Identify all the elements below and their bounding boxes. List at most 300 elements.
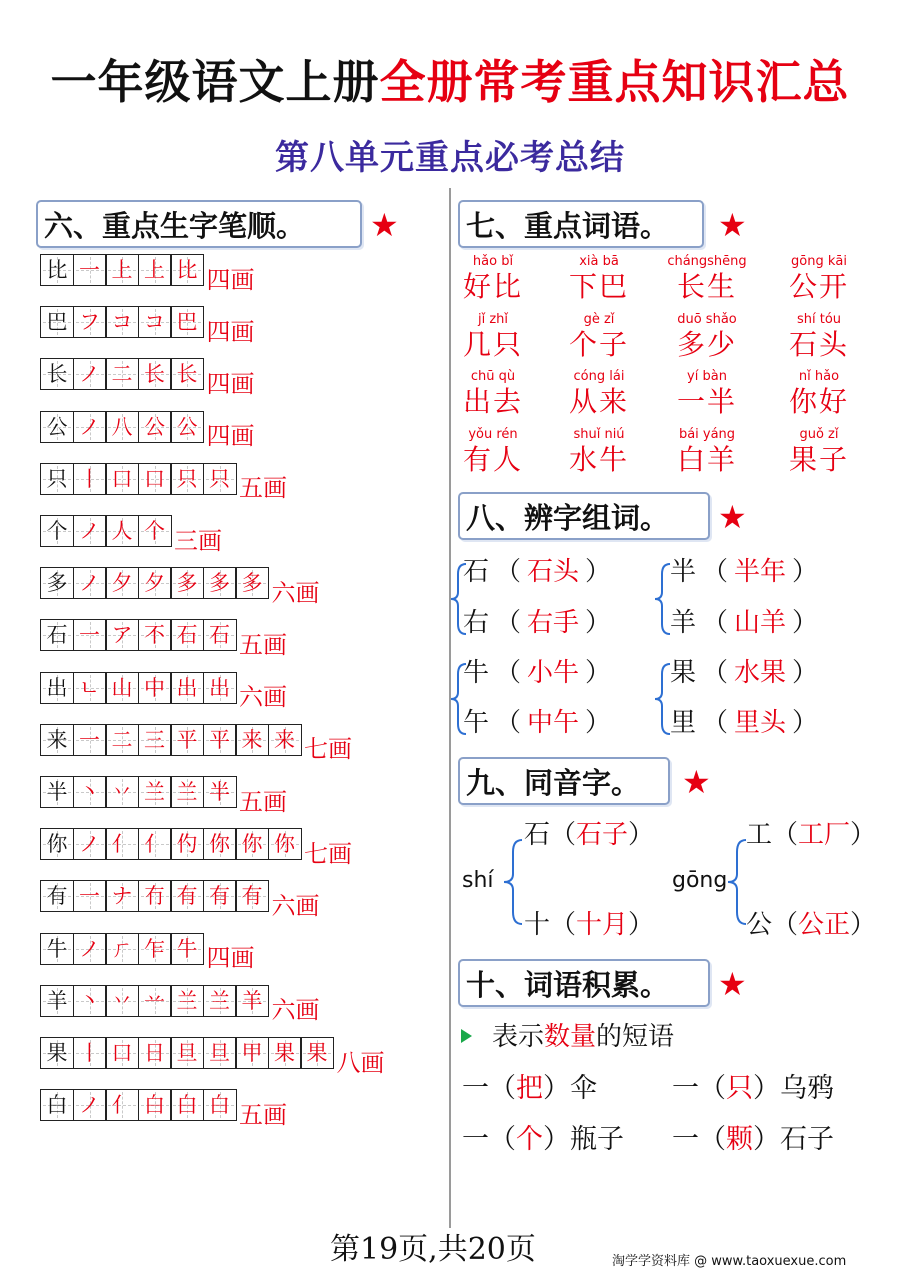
stroke-cell xyxy=(203,1037,237,1069)
pair-item xyxy=(670,606,824,640)
stroke-cell xyxy=(105,1089,139,1121)
stroke-glyph: 牛 xyxy=(176,936,198,961)
char-cell xyxy=(40,1037,74,1069)
stroke-cell xyxy=(170,672,204,704)
stroke-glyph: 三 xyxy=(144,727,165,752)
homophone-pinyin: gōng xyxy=(672,868,728,893)
vocab-pinyin: jǐ zhǐ xyxy=(477,311,509,327)
paren: ） xyxy=(585,608,612,638)
paren: （ xyxy=(699,1073,726,1104)
char-glyph: 你 xyxy=(46,832,68,857)
phrase-pre: 一 xyxy=(672,1073,699,1104)
stroke-glyph: 有 xyxy=(241,884,263,909)
stroke-glyph: フ xyxy=(79,310,100,335)
stroke-cell xyxy=(170,933,204,965)
stroke-cell xyxy=(73,776,107,808)
char-cell xyxy=(40,254,74,286)
stroke-count: 七画 xyxy=(304,839,352,868)
paren: ） xyxy=(850,820,877,850)
stroke-cell xyxy=(73,724,107,756)
stroke-cell xyxy=(170,463,204,495)
stroke-glyph: ㄏ xyxy=(111,936,133,961)
stroke-cell xyxy=(138,463,172,495)
stroke-cell xyxy=(235,567,269,599)
stroke-cell xyxy=(73,254,107,286)
stroke-cell xyxy=(170,776,204,808)
stroke-glyph: 夕 xyxy=(111,571,133,596)
pair-char: 半 xyxy=(670,557,697,587)
vocab-hanzi: 你好 xyxy=(788,385,849,418)
watermark: 淘学学资料库 @ www.taoxuexue.com xyxy=(612,1254,847,1269)
stroke-glyph: 日 xyxy=(144,1041,165,1065)
char-glyph: 比 xyxy=(46,258,68,282)
paren: （ xyxy=(489,1124,516,1155)
stroke-cell xyxy=(73,619,107,651)
stroke-glyph: 中 xyxy=(144,675,165,700)
paren: （ xyxy=(772,820,799,850)
star-icon: ★ xyxy=(370,206,399,244)
stroke-glyph: ノ xyxy=(79,936,100,961)
vocab-word xyxy=(544,427,654,477)
homophone-answer: 工厂 xyxy=(798,820,851,850)
vocab-word xyxy=(544,369,654,419)
stroke-cell xyxy=(203,776,237,808)
stroke-cell xyxy=(138,1037,172,1069)
label-text: 的短语 xyxy=(596,1022,675,1052)
stroke-glyph: ㄴ xyxy=(79,675,100,700)
stroke-order-row xyxy=(40,724,352,764)
stroke-count: 五画 xyxy=(239,787,287,816)
stroke-cell xyxy=(300,1037,334,1069)
stroke-glyph: 丶 xyxy=(79,780,100,804)
char-cell xyxy=(40,985,74,1017)
vocab-pinyin: yí bàn xyxy=(687,369,727,384)
stroke-glyph: 白 xyxy=(209,1093,230,1118)
homophone-pinyin: shí xyxy=(462,868,494,893)
pair-char: 右 xyxy=(463,608,490,638)
stroke-cell xyxy=(73,828,107,860)
stroke-cell xyxy=(105,358,139,390)
char-cell xyxy=(40,619,74,651)
paren: ） xyxy=(792,608,819,638)
char-cell xyxy=(40,880,74,912)
stroke-glyph: 二 xyxy=(111,727,133,752)
star-icon: ★ xyxy=(718,965,747,1003)
stroke-cell xyxy=(105,619,139,651)
stroke-glyph: 半 xyxy=(209,780,230,804)
vocab-hanzi: 公开 xyxy=(788,270,849,303)
stroke-cell xyxy=(105,724,139,756)
stroke-glyph: 一 xyxy=(79,623,100,648)
char-cell xyxy=(40,776,74,808)
vocab-pinyin: yǒu rén xyxy=(468,426,518,442)
stroke-cell xyxy=(73,411,107,443)
vocab-pinyin: guǒ zǐ xyxy=(799,426,839,442)
vocab-pinyin: gè zǐ xyxy=(583,311,615,327)
homophone-item xyxy=(746,908,876,942)
stroke-glyph: 上 xyxy=(111,258,133,282)
stroke-cell xyxy=(138,515,172,547)
stroke-cell xyxy=(105,567,139,599)
stroke-cell xyxy=(138,672,172,704)
stroke-glyph: 亻 xyxy=(111,1093,133,1118)
stroke-count: 四画 xyxy=(206,422,255,451)
vocab-pinyin: cóng lái xyxy=(573,369,625,384)
phrase-pre: 一 xyxy=(462,1073,489,1104)
paren: ） xyxy=(585,557,612,587)
star-icon: ★ xyxy=(682,763,711,801)
stroke-count: 六画 xyxy=(271,891,320,920)
section9-heading: 九、同音字。 xyxy=(458,757,670,805)
section8-heading: 八、辨字组词。 xyxy=(458,492,710,540)
pair-item xyxy=(463,656,617,690)
phrase-item xyxy=(672,1071,834,1107)
vocab-word xyxy=(652,312,762,362)
homophone-item xyxy=(524,818,654,852)
char-cell xyxy=(40,1089,74,1121)
vocab-hanzi: 石头 xyxy=(788,327,849,361)
vocab-pinyin: shuǐ niú xyxy=(573,426,625,442)
stroke-cell xyxy=(105,411,139,443)
paren: （ xyxy=(772,910,799,940)
stroke-glyph: 来 xyxy=(274,727,295,752)
vocab-pinyin: shí tóu xyxy=(796,311,842,327)
section6-heading: 六、重点生字笔顺。 xyxy=(36,200,362,248)
stroke-cell xyxy=(170,619,204,651)
stroke-cell xyxy=(138,358,172,390)
stroke-cell xyxy=(170,828,204,860)
vocab-pinyin: duō shǎo xyxy=(677,311,737,327)
stroke-cell xyxy=(170,411,204,443)
paren: ） xyxy=(628,820,655,850)
stroke-cell xyxy=(268,724,302,756)
char-glyph: 果 xyxy=(46,1041,68,1065)
stroke-cell xyxy=(138,254,172,286)
stroke-cell xyxy=(105,463,139,495)
vocab-hanzi: 从来 xyxy=(568,385,629,418)
stroke-glyph: 二 xyxy=(111,362,133,387)
stroke-glyph: 你 xyxy=(209,832,230,857)
vocab-word xyxy=(544,254,654,304)
vocab-word xyxy=(438,312,548,362)
stroke-cell xyxy=(138,306,172,338)
vocab-hanzi: 水牛 xyxy=(568,442,629,476)
vocab-pinyin: chángshēng xyxy=(667,254,747,269)
stroke-glyph: 多 xyxy=(241,571,263,596)
vocab-pinyin: chū qù xyxy=(470,369,516,384)
stroke-count: 三画 xyxy=(174,526,222,555)
stroke-count: 六画 xyxy=(271,578,320,607)
vocab-word xyxy=(438,369,548,419)
stroke-count: 五画 xyxy=(239,1100,287,1129)
char-cell xyxy=(40,411,74,443)
paren: （ xyxy=(495,708,522,738)
homophone-char: 工 xyxy=(746,820,773,850)
vocab-hanzi: 多少 xyxy=(676,327,737,361)
paren: （ xyxy=(495,608,522,638)
paren: ） xyxy=(850,910,877,940)
pair-item xyxy=(670,656,824,690)
char-cell xyxy=(40,933,74,965)
stroke-cell xyxy=(268,828,302,860)
pair-answer: 小牛 xyxy=(527,658,580,688)
stroke-order-row xyxy=(40,619,287,659)
stroke-glyph: 果 xyxy=(306,1041,328,1065)
stroke-count: 六画 xyxy=(271,996,320,1025)
star-icon: ★ xyxy=(718,498,747,536)
stroke-cell xyxy=(138,933,172,965)
vocab-pinyin: gōng kāi xyxy=(791,254,847,269)
stroke-count: 四画 xyxy=(206,265,255,294)
stroke-glyph: 平 xyxy=(176,727,198,752)
stroke-glyph: 乍 xyxy=(144,936,165,961)
vocab-pinyin: xià bā xyxy=(579,254,619,269)
phrase-post: 石子 xyxy=(780,1124,834,1155)
stroke-cell xyxy=(105,254,139,286)
pair-char: 里 xyxy=(670,708,697,738)
char-cell xyxy=(40,828,74,860)
phrase-answer: 颗 xyxy=(726,1124,753,1155)
stroke-cell xyxy=(203,567,237,599)
stroke-cell xyxy=(235,724,269,756)
char-glyph: 半 xyxy=(46,780,68,804)
stroke-order-row xyxy=(40,985,320,1025)
vocab-word xyxy=(652,427,762,477)
char-cell xyxy=(40,306,74,338)
char-glyph: 多 xyxy=(46,571,68,596)
pair-answer: 山羊 xyxy=(734,608,787,638)
title-black: 一年级语文上册 xyxy=(50,55,380,109)
stroke-cell xyxy=(203,1089,237,1121)
stroke-order-row xyxy=(40,358,255,398)
stroke-glyph: 兰 xyxy=(209,988,230,1013)
vocab-word xyxy=(544,312,654,362)
char-glyph: 白 xyxy=(46,1093,68,1118)
phrase-post: 瓶子 xyxy=(570,1124,624,1155)
stroke-cell xyxy=(73,933,107,965)
pair-char: 牛 xyxy=(463,658,490,688)
stroke-glyph: 公 xyxy=(144,414,165,439)
star-icon: ★ xyxy=(718,206,747,244)
stroke-order-row xyxy=(40,776,287,816)
section10-heading: 十、词语积累。 xyxy=(458,959,710,1007)
page-subtitle: 第八单元重点必考总结 xyxy=(275,138,625,178)
vocab-hanzi: 白羊 xyxy=(676,442,737,476)
phrase-pre: 一 xyxy=(672,1124,699,1155)
stroke-cell xyxy=(235,1037,269,1069)
stroke-cell xyxy=(170,1089,204,1121)
vocab-hanzi: 出去 xyxy=(462,385,523,418)
stroke-cell xyxy=(73,515,107,547)
stroke-glyph: 巴 xyxy=(176,310,198,335)
homophone-answer: 公正 xyxy=(798,910,851,940)
stroke-cell xyxy=(170,1037,204,1069)
stroke-cell xyxy=(105,776,139,808)
pair-item xyxy=(463,606,617,640)
paren: （ xyxy=(702,658,729,688)
stroke-cell xyxy=(138,985,172,1017)
stroke-glyph: 亻 xyxy=(111,832,133,857)
phrase-post: 乌鸦 xyxy=(780,1073,834,1104)
vocab-hanzi: 好比 xyxy=(462,270,523,303)
stroke-glyph: 长 xyxy=(176,362,198,387)
stroke-cell xyxy=(105,672,139,704)
stroke-glyph: 出 xyxy=(209,675,230,700)
stroke-glyph: ア xyxy=(111,623,133,648)
stroke-glyph: ノ xyxy=(79,414,100,439)
vocab-word xyxy=(764,254,874,304)
stroke-glyph: ノ xyxy=(79,362,100,387)
vocab-hanzi: 几只 xyxy=(462,327,523,361)
homophone-item xyxy=(524,908,654,942)
char-glyph: 公 xyxy=(46,414,68,439)
pair-char: 果 xyxy=(670,658,697,688)
vocab-word xyxy=(438,254,548,304)
stroke-glyph: 一 xyxy=(79,884,100,909)
paren: （ xyxy=(550,820,577,850)
vocab-pinyin: hǎo bǐ xyxy=(472,254,514,269)
pair-answer: 右手 xyxy=(527,608,580,638)
vocab-pinyin: bái yáng xyxy=(678,426,736,442)
stroke-count: 四画 xyxy=(206,317,255,346)
phrase-answer: 把 xyxy=(516,1073,543,1104)
page-number: 第19页,共20页 xyxy=(330,1232,536,1267)
pair-answer: 中午 xyxy=(527,708,580,738)
stroke-cell xyxy=(138,724,172,756)
section7-heading: 七、重点词语。 xyxy=(458,200,704,248)
stroke-order-row xyxy=(40,933,255,973)
stroke-glyph: 兰 xyxy=(176,988,198,1013)
stroke-glyph: コ xyxy=(144,310,165,335)
char-cell xyxy=(40,463,74,495)
pair-item xyxy=(463,555,617,589)
char-cell xyxy=(40,358,74,390)
stroke-count: 六画 xyxy=(239,683,287,712)
stroke-glyph: 口 xyxy=(111,466,133,491)
stroke-cell xyxy=(203,463,237,495)
stroke-glyph: 冇 xyxy=(144,884,165,909)
stroke-glyph: ナ xyxy=(111,884,133,909)
paren: （ xyxy=(702,608,729,638)
stroke-order-row xyxy=(40,515,222,555)
stroke-cell xyxy=(170,306,204,338)
phrase-item xyxy=(462,1122,624,1158)
stroke-glyph: 平 xyxy=(209,727,230,752)
char-glyph: 牛 xyxy=(46,936,68,961)
stroke-count: 五画 xyxy=(239,630,287,659)
stroke-cell xyxy=(105,880,139,912)
homophone-item xyxy=(746,818,876,852)
stroke-cell xyxy=(235,985,269,1017)
stroke-order-row xyxy=(40,828,352,868)
pair-answer: 水果 xyxy=(734,658,787,688)
stroke-cell xyxy=(105,1037,139,1069)
stroke-cell xyxy=(105,933,139,965)
paren: ） xyxy=(792,557,819,587)
stroke-order-row xyxy=(40,1037,385,1077)
vocab-hanzi: 下巴 xyxy=(568,270,629,303)
stroke-glyph: 甲 xyxy=(241,1041,263,1065)
vocab-hanzi: 果子 xyxy=(788,442,849,476)
char-glyph: 有 xyxy=(46,884,68,909)
stroke-cell xyxy=(105,828,139,860)
vocab-hanzi: 个子 xyxy=(568,327,629,361)
stroke-cell xyxy=(138,567,172,599)
vocab-word xyxy=(438,427,548,477)
stroke-glyph: 羊 xyxy=(241,988,263,1013)
stroke-glyph: 口 xyxy=(144,466,165,491)
char-cell xyxy=(40,672,74,704)
pair-char: 羊 xyxy=(670,608,697,638)
stroke-glyph: 石 xyxy=(176,623,198,648)
pair-item xyxy=(670,706,824,740)
stroke-order-row xyxy=(40,306,255,346)
homophone-char: 十 xyxy=(524,910,551,940)
stroke-cell xyxy=(138,619,172,651)
stroke-glyph: 夕 xyxy=(144,571,165,596)
stroke-cell xyxy=(73,880,107,912)
homophone-answer: 石子 xyxy=(576,820,629,850)
stroke-cell xyxy=(170,254,204,286)
paren: （ xyxy=(489,1073,516,1104)
stroke-cell xyxy=(73,306,107,338)
stroke-glyph: 果 xyxy=(274,1041,295,1065)
stroke-glyph: 出 xyxy=(176,675,198,700)
vocab-word xyxy=(764,312,874,362)
stroke-glyph: ノ xyxy=(79,1093,100,1118)
paren: ） xyxy=(585,708,612,738)
char-glyph: 出 xyxy=(46,675,68,700)
stroke-glyph: 丷 xyxy=(111,988,133,1013)
stroke-glyph: 丨 xyxy=(79,1041,100,1065)
stroke-count: 四画 xyxy=(206,369,255,398)
char-glyph: 长 xyxy=(46,362,68,387)
paren: ） xyxy=(628,910,655,940)
stroke-order-row xyxy=(40,672,287,712)
char-glyph: 来 xyxy=(46,727,68,752)
phrase-answer: 个 xyxy=(516,1124,543,1155)
stroke-order-row xyxy=(40,411,255,451)
stroke-cell xyxy=(138,776,172,808)
stroke-cell xyxy=(73,1037,107,1069)
stroke-glyph: 兰 xyxy=(144,780,165,804)
stroke-glyph: 丨 xyxy=(79,466,100,491)
paren: ） xyxy=(792,708,819,738)
stroke-order-row xyxy=(40,567,320,607)
stroke-cell xyxy=(203,724,237,756)
paren: （ xyxy=(702,557,729,587)
stroke-glyph: コ xyxy=(111,310,133,335)
paren: （ xyxy=(495,557,522,587)
stroke-glyph: 比 xyxy=(176,258,198,282)
label-highlight: 数量 xyxy=(544,1022,597,1052)
stroke-glyph: 丶 xyxy=(79,988,100,1013)
stroke-order-row xyxy=(40,1089,287,1129)
stroke-cell xyxy=(268,1037,302,1069)
phrase-item xyxy=(672,1122,834,1158)
brace-icon xyxy=(500,836,526,928)
stroke-cell xyxy=(170,358,204,390)
phrase-pre: 一 xyxy=(462,1124,489,1155)
phrase-category-label xyxy=(492,1020,674,1054)
char-cell xyxy=(40,567,74,599)
homophone-char: 公 xyxy=(746,910,773,940)
vocab-pinyin: nǐ hǎo xyxy=(798,369,840,384)
vocab-word xyxy=(652,254,762,304)
stroke-glyph: 䒑 xyxy=(144,988,165,1013)
triangle-bullet-icon xyxy=(461,1029,472,1043)
stroke-cell xyxy=(105,306,139,338)
